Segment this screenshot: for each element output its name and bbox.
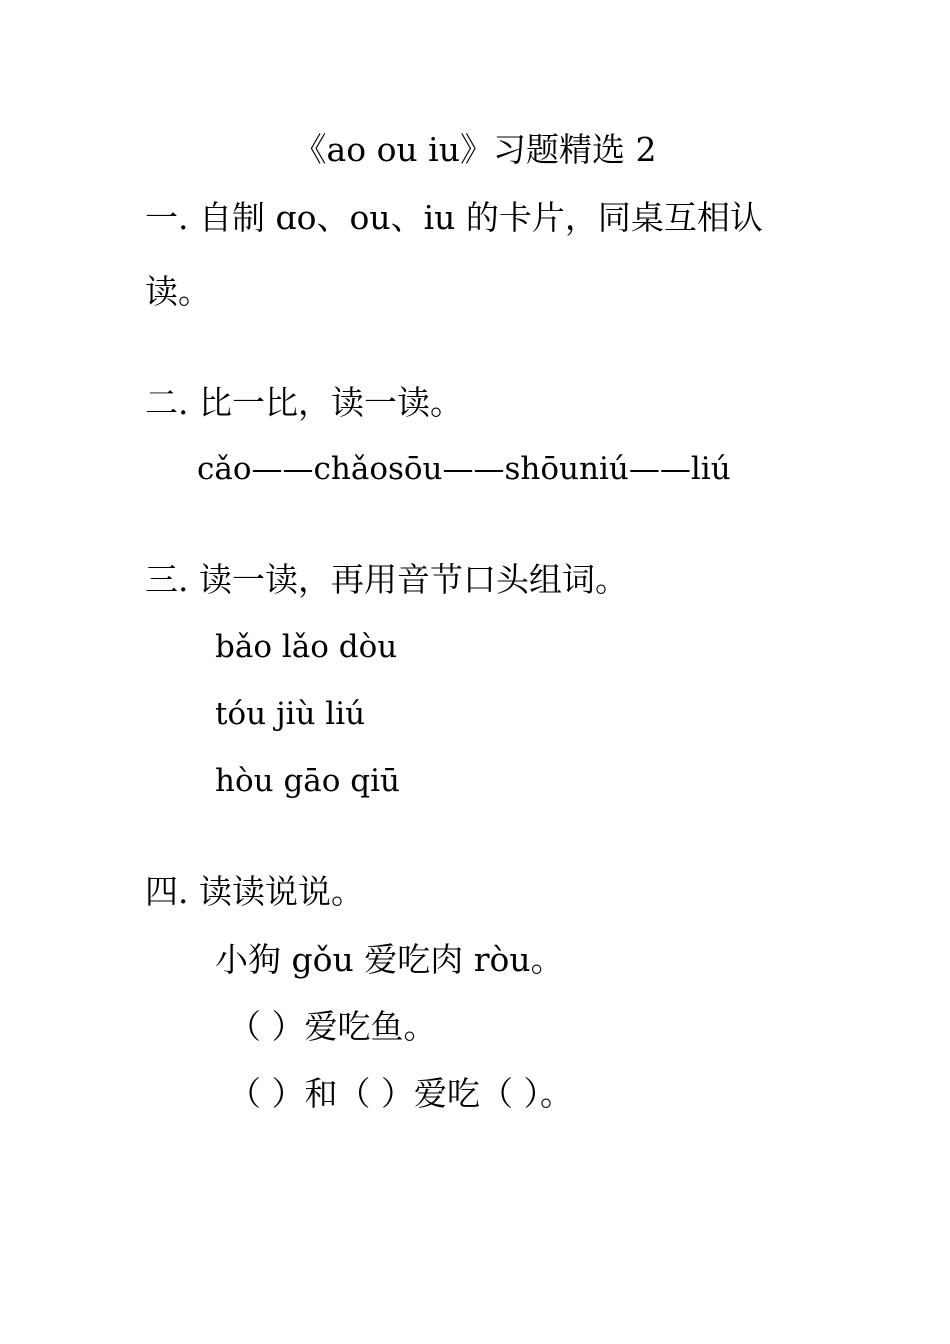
q3-row-3: hòu gāo qiū [215,763,401,799]
q3-row-2: tóu jiù liú [215,696,366,732]
q2-pinyin-chain: cǎo——chǎosōu——shōuniú——liú [197,451,731,487]
q2-heading: 二. 比一比，读一读。 [145,383,463,422]
q4-heading: 四. 读读说说。 [145,872,364,911]
q1-line2: 读。 [145,272,211,311]
q1-line1: 一. 自制 ɑo、ou、iu 的卡片，同桌互相认 [145,198,763,237]
q4-example: 小狗 gǒu 爱吃肉 ròu。 [215,940,564,979]
q3-heading: 三. 读一读，再用音节口头组词。 [145,560,628,599]
q3-row-1: bǎo lǎo dòu [215,629,398,665]
q4-blank-1: （ ）爱吃鱼。 [228,1007,437,1046]
page-title: 《ao ou iu》习题精选 2 [293,130,657,169]
q4-blank-2: （ ）和（ ）爱吃（ ）。 [228,1074,573,1113]
